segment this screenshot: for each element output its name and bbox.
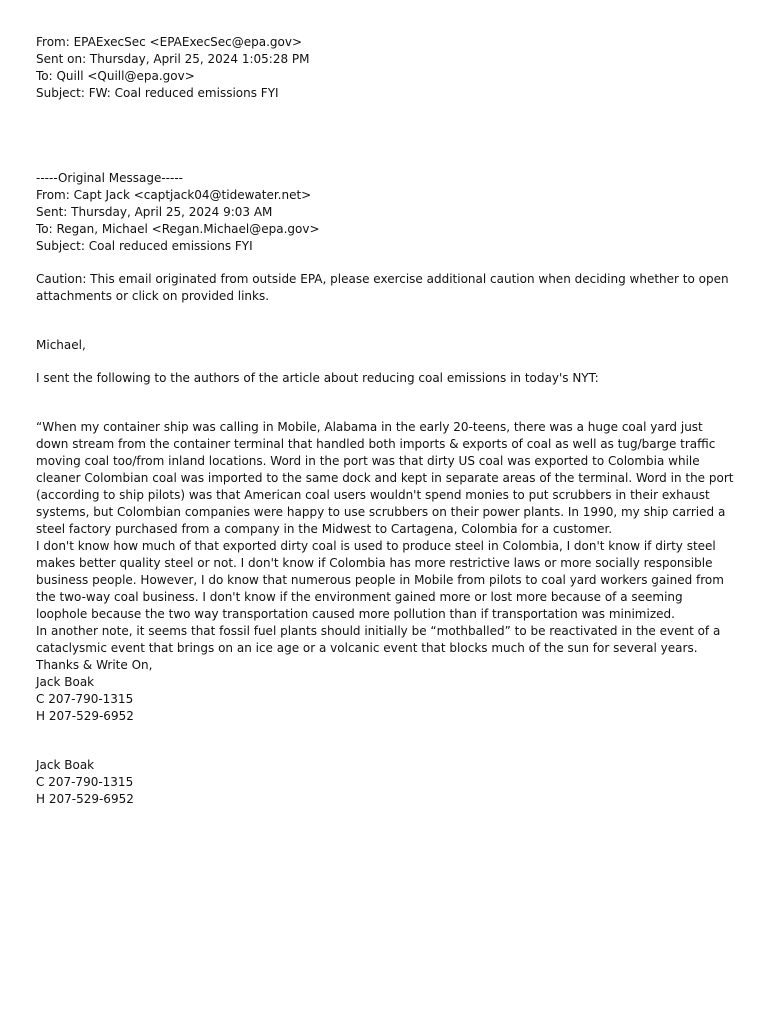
signature-name: Jack Boak [36, 675, 95, 689]
signature-home-phone: H 207-529-6952 [36, 792, 134, 806]
signature-name: Jack Boak [36, 758, 95, 772]
signoff: Thanks & Write On, [36, 658, 153, 672]
original-message-header [36, 170, 736, 255]
forward-subject: Subject: FW: Coal reduced emissions FYI [36, 86, 279, 100]
email-document [36, 34, 736, 808]
original-from: From: Capt Jack <captjack04@tidewater.net> [36, 188, 312, 202]
forward-header [36, 34, 736, 102]
original-message-separator: -----Original Message----- [36, 171, 183, 185]
external-caution-notice: Caution: This email originated from outside EPA, please exercise additional caution when deciding whether to open attachments or click on provided links. [36, 272, 729, 303]
intro-text: I sent the following to the authors of the article about reducing coal emissions in today's NYT: [36, 371, 599, 385]
body-paragraph: I don't know how much of that exported dirty coal is used to produce steel in Colombia, I don't know if dirty steel makes better quality steel or not. I don't know if Colombia has more restrictive laws or more socially responsible business people. However, I do know that numerous people in Mobile from pilots to coal yard workers gained from the two-way coal business. I don't know if the environment gained more or lost more because of a seeming loophole because the two way transportation caused more pollution than if transportation was minimized. [36, 539, 724, 621]
original-sent: Sent: Thursday, April 25, 2024 9:03 AM [36, 205, 273, 219]
forward-sent: Sent on: Thursday, April 25, 2024 1:05:28 PM [36, 52, 310, 66]
original-subject: Subject: Coal reduced emissions FYI [36, 239, 253, 253]
forward-to: To: Quill <Quill@epa.gov> [36, 69, 195, 83]
signature-cell-phone: C 207-790-1315 [36, 775, 134, 789]
signature-cell-phone: C 207-790-1315 [36, 692, 134, 706]
signature-home-phone: H 207-529-6952 [36, 709, 134, 723]
greeting: Michael, [36, 338, 86, 352]
original-to: To: Regan, Michael <Regan.Michael@epa.gov> [36, 222, 320, 236]
email-signature [36, 757, 736, 808]
quoted-letter [36, 419, 736, 725]
forward-from: From: EPAExecSec <EPAExecSec@epa.gov> [36, 35, 303, 49]
body-paragraph: “When my container ship was calling in Mobile, Alabama in the early 20-teens, there was a huge coal yard just down stream from the container terminal that handled both imports & exports of coal as well as tug/barge traffic moving coal too/from inland locations. Word in the port was that dirty US coal was exported to Colombia while cleaner Colombian coal was imported to the same dock and kept in separate areas of the terminal. Word in the port (according to ship pilots) was that American coal users wouldn't spend monies to put scrubbers in their exhaust systems, but Colombian companies were happy to use scrubbers on their power plants. In 1990, my ship carried a steel factory purchased from a company in the Midwest to Cartagena, Colombia for a customer. [36, 420, 734, 536]
body-paragraph: In another note, it seems that fossil fuel plants should initially be “mothballed” to be reactivated in the event of a cataclysmic event that brings on an ice age or a volcanic event that blocks much of the sun for several years. [36, 624, 721, 655]
